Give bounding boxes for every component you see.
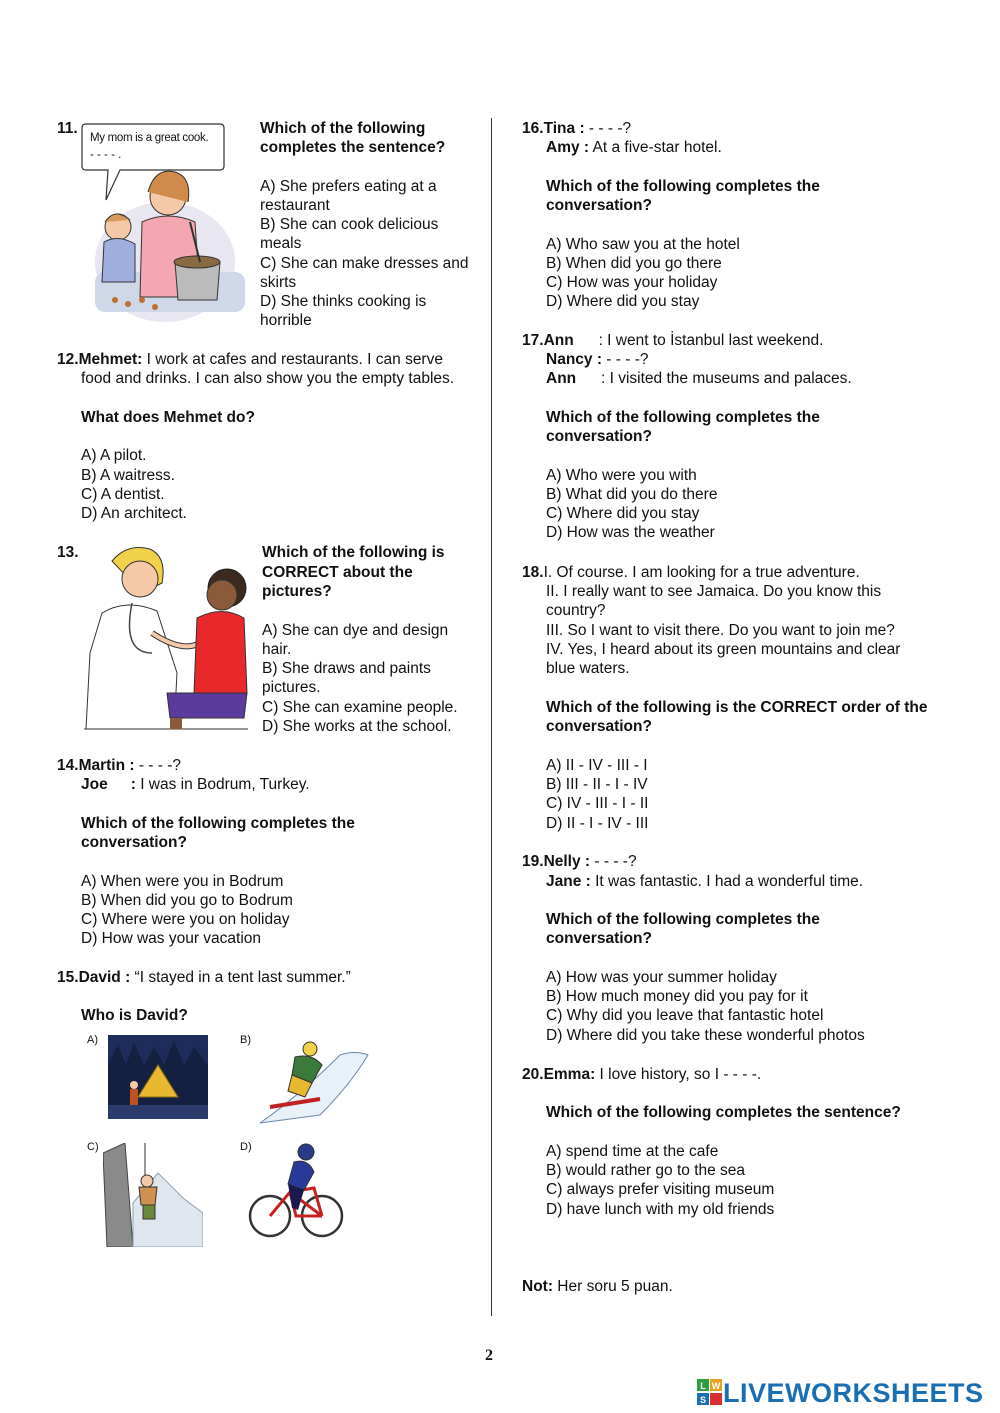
q14-speaker1: Martin : [78,757,135,774]
logo-letter-w: W [711,1381,721,1391]
scoring-note-label: Not: [522,1278,553,1295]
q20-option-d[interactable]: D) have lunch with my old friends [546,1201,775,1218]
q15-option-a-camping-picture[interactable] [108,1035,208,1119]
q13-prompt-line1: Which of the following is [262,544,445,561]
q14-prompt-line2: conversation? [81,834,187,851]
q19-option-d[interactable]: D) Where did you take these wonderful photos [546,1027,865,1044]
q20-prompt: Which of the following completes the sentence? [546,1104,901,1121]
q15-label-a: A) [87,1034,98,1046]
q13-option-a-cont[interactable]: hair. [262,641,292,658]
q18-number: 18. [522,564,544,581]
q19-prompt-line2: conversation? [546,930,652,947]
q14-option-a[interactable]: A) When were you in Bodrum [81,873,284,890]
q17-text2: - - - -? [602,351,649,368]
q19-speaker2: Jane : [546,873,591,890]
q17-speaker2: Nancy : [546,351,602,368]
q14-number: 14. [57,757,79,774]
q17-speaker3: Ann [546,370,577,387]
q18-item-i: I. Of course. I am looking for a true adventure. [543,564,860,581]
q11-option-d-cont[interactable]: horrible [260,312,312,329]
logo-letter-l: L [700,1381,706,1391]
q14-prompt-line1: Which of the following completes the [81,815,355,832]
q11-option-d[interactable]: D) She thinks cooking is [260,293,427,310]
q15-option-d-cycling-picture[interactable] [248,1140,344,1240]
q16-text2: At a five-star hotel. [589,139,722,156]
q19-text1: - - - -? [590,853,637,870]
q11-option-b-cont[interactable]: meals [260,235,302,252]
q15-prompt: Who is David? [81,1007,188,1024]
q20-speaker: Emma: [543,1066,596,1083]
q17-option-c[interactable]: C) Where did you stay [546,505,700,522]
q17-option-d[interactable]: D) How was the weather [546,524,715,541]
q18-option-a[interactable]: A) II - IV - III - I [546,757,648,774]
q20-option-a[interactable]: A) spend time at the cafe [546,1143,719,1160]
q19-number: 19. [522,853,544,870]
q20-number: 20. [522,1066,544,1083]
q11-option-a[interactable]: A) She prefers eating at a [260,178,437,195]
q15-quote: “I stayed in a tent last summer.” [130,969,351,986]
q14-option-b[interactable]: B) When did you go to Bodrum [81,892,293,909]
column-divider [491,118,492,1316]
q18-option-d[interactable]: D) II - I - IV - III [546,815,649,832]
q20-option-c[interactable]: C) always prefer visiting museum [546,1181,775,1198]
q11-speech-bubble-text: My mom is a great cook. [90,132,209,144]
q13-prompt-line3: pictures? [262,583,332,600]
q14-option-c[interactable]: C) Where were you on holiday [81,911,290,928]
q16-speaker1: Tina : [543,120,585,137]
q11-option-b[interactable]: B) She can cook delicious [260,216,439,233]
q19-prompt-line1: Which of the following completes the [546,911,820,928]
q16-text1: - - - -? [584,120,632,137]
q12-line1 [57,350,443,370]
q17-speaker1: Ann [543,332,574,349]
q13-doctor-picture [82,543,250,731]
q11-prompt-line1: Which of the following [260,120,426,137]
q16-speaker2: Amy : [546,139,590,156]
q20-option-b[interactable]: B) would rather go to the sea [546,1162,746,1179]
q17-option-a[interactable]: A) Who were you with [546,467,697,484]
q13-option-b[interactable]: B) She draws and paints [262,660,431,677]
q13-option-c[interactable]: C) She can examine people. [262,699,458,716]
q17-line1 [522,331,823,351]
q16-line1 [522,119,631,139]
q12-speaker: Mehmet: [78,351,143,368]
q17-text1: : I went to İstanbul last weekend. [598,332,824,349]
q19-line1 [522,852,637,872]
logo-letter-s: S [699,1395,707,1405]
q18-prompt-line2: conversation? [546,718,652,735]
q17-option-b[interactable]: B) What did you do there [546,486,718,503]
q14-text1: - - - -? [134,757,182,774]
q19-option-a[interactable]: A) How was your summer holiday [546,969,777,986]
q12-option-d[interactable]: D) An architect. [81,505,187,522]
q15-label-b: B) [240,1034,251,1046]
q19-option-c[interactable]: C) Why did you leave that fantastic hotel [546,1007,824,1024]
q16-option-c[interactable]: C) How was your holiday [546,274,718,291]
q18-prompt-line1: Which of the following is the CORRECT order of the [546,699,928,716]
q13-option-d[interactable]: D) She works at the school. [262,718,452,735]
q20-line1 [522,1065,761,1085]
q16-option-b[interactable]: B) When did you go there [546,255,722,272]
q16-option-a[interactable]: A) Who saw you at the hotel [546,236,740,253]
q19-speaker1: Nelly : [543,853,591,870]
q14-line2 [81,775,310,795]
q15-number: 15. [57,969,79,986]
q19-line2 [546,872,863,892]
q16-option-d[interactable]: D) Where did you stay [546,293,700,310]
q18-line1 [522,563,860,583]
q17-text3: : I visited the museums and palaces. [601,370,852,387]
scoring-note [522,1277,673,1297]
q11-prompt-line2: completes the sentence? [260,139,446,156]
q11-option-c[interactable]: C) She can make dresses and [260,255,469,272]
q12-prompt: What does Mehmet do? [81,409,255,426]
q18-option-c[interactable]: C) IV - III - I - II [546,795,649,812]
q12-option-a[interactable]: A) A pilot. [81,447,147,464]
q12-text2: food and drinks. I can also show you the empty tables. [81,370,455,387]
q18-item-ii: II. I really want to see Jamaica. Do you know this [546,583,882,600]
q14-option-d[interactable]: D) How was your vacation [81,930,262,947]
q14-text2: I was in Bodrum, Turkey. [135,776,310,793]
q18-option-b[interactable]: B) III - II - I - IV [546,776,648,793]
q12-number: 12. [57,351,79,368]
q12-option-c[interactable]: C) A dentist. [81,486,165,503]
q11-option-a-cont[interactable]: restaurant [260,197,330,214]
q17-number: 17. [522,332,544,349]
q18-item-ii-cont: country? [546,602,606,619]
q16-prompt-line2: conversation? [546,197,652,214]
scoring-note-text: Her soru 5 puan. [553,1278,673,1295]
q11-option-c-cont[interactable]: skirts [260,274,297,291]
q17-prompt-line2: conversation? [546,428,652,445]
q16-number: 16. [522,120,544,137]
q13-option-b-cont[interactable]: pictures. [262,679,321,696]
q16-prompt-line1: Which of the following completes the [546,178,820,195]
q15-line1 [57,968,351,988]
q16-line2 [546,138,722,158]
liveworksheets-logo[interactable] [697,1378,984,1408]
q12-text1: I work at cafes and restaurants. I can serve [142,351,443,368]
q14-colon: : [130,776,136,793]
q14-line1 [57,756,181,776]
q11-speech-bubble-blank: - - - - . [90,149,122,161]
q13-number: 13. [57,544,79,561]
q17-prompt-line1: Which of the following completes the [546,409,820,426]
q15-label-d: D) [240,1141,252,1153]
q15-option-b-snowboard-picture[interactable] [250,1035,370,1127]
liveworksheets-logo-text: LIVEWORKSHEETS [723,1377,984,1408]
q14-speaker2: Joe [81,776,108,793]
page-number: 2 [485,1347,493,1364]
q13-prompt-line2: CORRECT about the [262,564,413,581]
q15-speaker: David : [78,969,131,986]
q15-option-c-climbing-picture[interactable] [103,1143,203,1247]
q18-item-iii: III. So I want to visit there. Do you want to join me? [546,622,895,639]
q19-text2: It was fantastic. I had a wonderful time. [590,873,864,890]
q11-number: 11. [57,120,78,137]
q19-option-b[interactable]: B) How much money did you pay for it [546,988,808,1005]
q18-item-iv-cont: blue waters. [546,660,630,677]
q17-line2 [546,350,649,370]
q13-option-a[interactable]: A) She can dye and design [262,622,449,639]
q17-line3 [546,369,852,389]
q12-option-b[interactable]: B) A waitress. [81,467,175,484]
q20-text: I love history, so I - - - -. [595,1066,762,1083]
q18-item-iv: IV. Yes, I heard about its green mountains and clear [546,641,901,658]
liveworksheets-logo-icon [697,1379,723,1407]
q15-label-c: C) [87,1141,99,1153]
